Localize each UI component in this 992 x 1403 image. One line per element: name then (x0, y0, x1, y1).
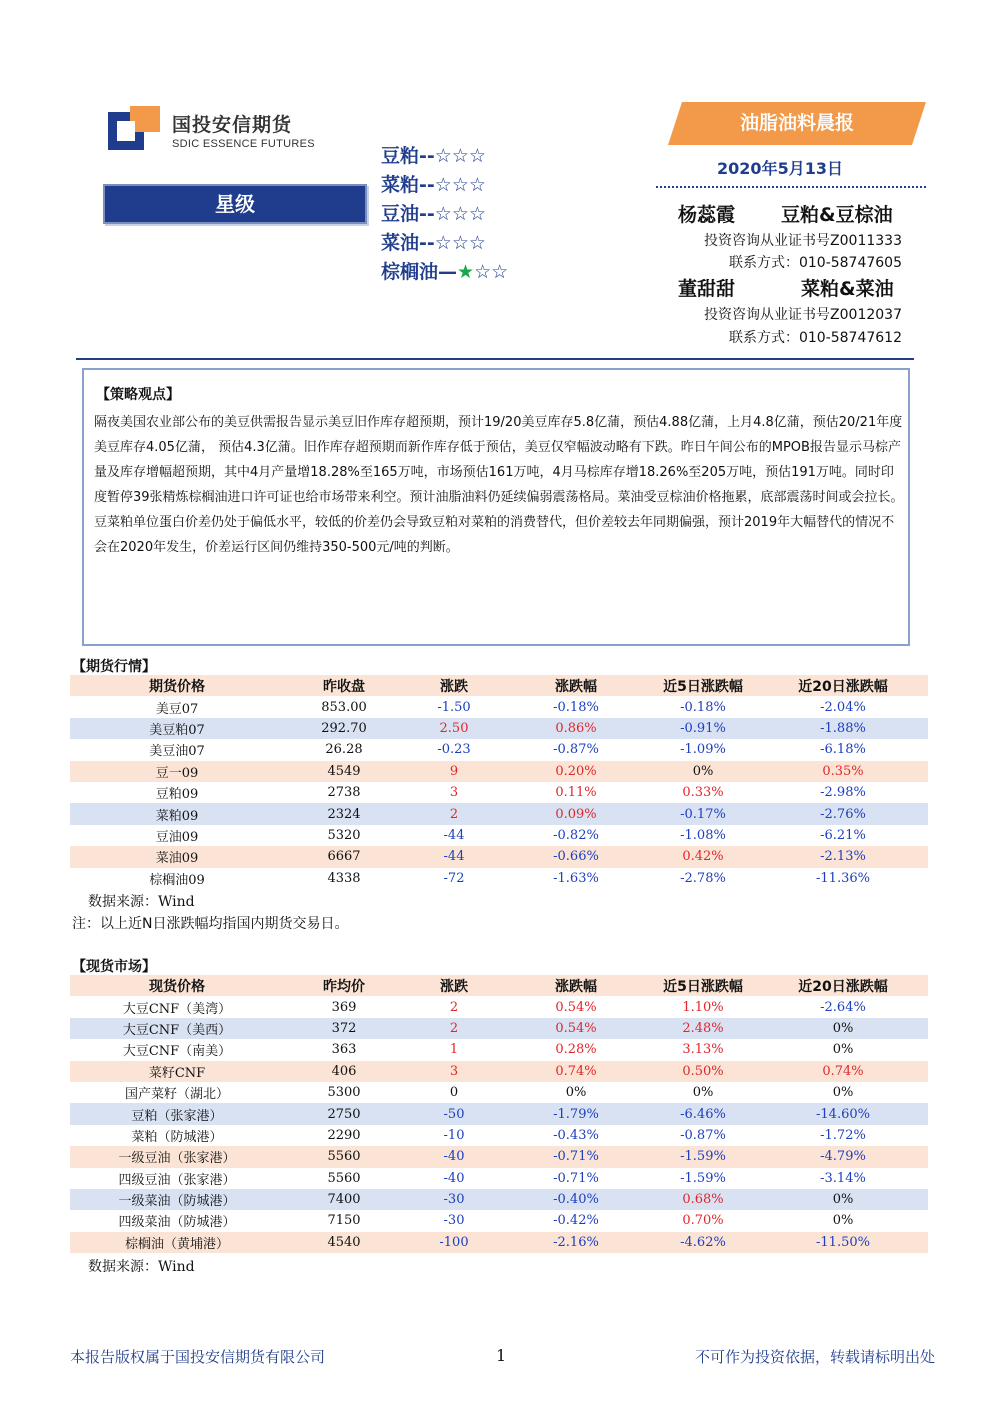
table-cell: 0% (692, 763, 714, 779)
table-cell: -1.50 (437, 699, 471, 715)
table-cell: -0.17% (680, 806, 726, 822)
analyst-license: 投资咨询从业证书号Z0012037 (704, 307, 902, 323)
table-cell: 豆一09 (155, 765, 199, 781)
table-cell: -2.76% (820, 806, 866, 822)
star-filled-icon: ★ (457, 261, 475, 283)
table-cell: -0.43% (553, 1127, 599, 1143)
table-cell: 0.09% (555, 806, 597, 822)
table-cell: 0% (692, 1085, 714, 1101)
table-cell: 2 (449, 806, 459, 822)
table-row (70, 1039, 928, 1060)
futures-table (70, 675, 928, 889)
table-cell: 2 (449, 999, 459, 1015)
table-row (70, 1103, 928, 1124)
table-cell: 棕榈油09 (149, 872, 205, 888)
rating-label: 星级 (103, 184, 367, 224)
table-cell: -0.42% (553, 1213, 599, 1229)
table-cell: 0% (832, 1085, 854, 1101)
table-cell: -0.66% (553, 849, 599, 865)
rating-soymeal (381, 142, 581, 171)
table-cell: -0.91% (680, 720, 726, 736)
table-row (70, 1210, 928, 1231)
table-row (70, 1189, 928, 1210)
analyst-contact: 联系方式：010-58747612 (728, 330, 902, 346)
table-cell: 一级菜油（防城港） (118, 1194, 236, 1210)
table-cell: -1.72% (820, 1127, 866, 1143)
logo-mark-icon (106, 106, 162, 152)
table-cell: -0.87% (680, 1127, 726, 1143)
table-cell: 美豆油07 (149, 744, 205, 760)
table-cell: 0.74% (555, 1063, 597, 1079)
table-cell: -6.46% (680, 1106, 726, 1122)
column-header: 近20日涨跌幅 (758, 675, 928, 696)
table-cell: 3.13% (682, 1042, 724, 1058)
table-cell: 大豆CNF（美西） (122, 1022, 232, 1038)
table-cell: 0.20% (555, 763, 597, 779)
table-cell: 2 (449, 1020, 459, 1036)
analyst-coverage: 菜粕&菜油 (801, 278, 894, 300)
dotted-divider (656, 186, 926, 188)
rating-name: 豆油-- (381, 203, 435, 225)
table-cell: -1.08% (680, 827, 726, 843)
spot-source: 数据来源：Wind (88, 1259, 195, 1275)
table-cell: -2.16% (553, 1234, 599, 1250)
table-cell: 5560 (327, 1170, 361, 1186)
table-cell: 0 (449, 1085, 459, 1101)
star-empty-icon: ☆☆ (474, 261, 509, 283)
rating-name: 豆粕-- (381, 145, 435, 167)
table-cell: 大豆CNF（南美） (122, 1044, 232, 1060)
table-cell: -2.64% (820, 999, 866, 1015)
table-cell: 0.11% (555, 785, 597, 801)
table-row (70, 846, 928, 867)
table-cell: 3 (449, 1063, 459, 1079)
table-cell: -44 (443, 827, 465, 843)
table-cell: -1.59% (680, 1149, 726, 1165)
table-cell: -1.59% (680, 1170, 726, 1186)
table-cell: 2290 (327, 1127, 361, 1143)
spot-table (70, 975, 928, 1253)
table-cell: -0.18% (680, 699, 726, 715)
analyst-license: 投资咨询从业证书号Z0011333 (704, 233, 902, 249)
table-cell: 0% (832, 1042, 854, 1058)
star-empty-icon: ☆☆☆ (434, 203, 486, 225)
table-cell: 1 (449, 1042, 459, 1058)
column-header: 涨跌幅 (504, 975, 648, 996)
table-cell: -1.09% (680, 742, 726, 758)
star-empty-icon: ☆☆☆ (434, 232, 486, 254)
rating-rapemeal (381, 171, 581, 200)
spot-section-title: 【现货市场】 (72, 959, 156, 975)
table-row (70, 1082, 928, 1103)
table-cell: 菜油09 (155, 851, 199, 867)
analyst-name: 杨蕊霞 (678, 204, 736, 226)
table-cell: 4338 (327, 870, 361, 886)
table-cell: -100 (439, 1234, 469, 1250)
analyst-coverage: 豆粕&豆棕油 (781, 204, 893, 226)
table-cell: 372 (331, 1020, 357, 1036)
column-header: 昨均价 (284, 975, 404, 996)
table-cell: 9 (449, 763, 459, 779)
table-cell: -14.60% (816, 1106, 870, 1122)
table-cell: 0.28% (555, 1042, 597, 1058)
rating-soyoil (381, 200, 581, 229)
table-cell: 26.28 (325, 742, 363, 758)
table-cell: -10 (443, 1127, 465, 1143)
table-cell: -11.50% (816, 1234, 870, 1250)
table-cell: 美豆粕07 (149, 722, 205, 738)
column-header: 昨收盘 (284, 675, 404, 696)
table-cell: 豆粕（张家港） (131, 1108, 223, 1124)
table-cell: 菜粕（防城港） (131, 1129, 223, 1145)
rating-name: 棕榈油— (381, 261, 458, 283)
table-cell: -40 (443, 1170, 465, 1186)
table-cell: -0.71% (553, 1149, 599, 1165)
table-cell: 0.54% (555, 999, 597, 1015)
table-cell: 0% (565, 1085, 587, 1101)
table-cell: -3.14% (820, 1170, 866, 1186)
rating-palmoil (381, 258, 581, 287)
table-row (70, 696, 928, 717)
table-cell: -0.18% (553, 699, 599, 715)
table-cell: 国产菜籽（湖北） (124, 1087, 229, 1103)
table-cell: 棕榈油（黄埔港） (124, 1236, 229, 1252)
table-row (70, 1018, 928, 1039)
table-cell: -11.36% (816, 870, 870, 886)
table-cell: 四级菜油（防城港） (118, 1215, 236, 1231)
star-empty-icon: ☆☆☆ (434, 145, 486, 167)
futures-note: 注：以上近N日涨跌幅均指国内期货交易日。 (72, 916, 349, 932)
report-banner (668, 102, 926, 145)
futures-source: 数据来源：Wind (88, 894, 195, 910)
table-row (70, 1061, 928, 1082)
table-cell: -4.79% (820, 1149, 866, 1165)
table-cell: 0.86% (555, 720, 597, 736)
table-cell: -2.98% (820, 785, 866, 801)
column-header: 涨跌 (404, 675, 504, 696)
footer-disclaimer: 不可作为投资依据，转载请标明出处 (694, 1348, 935, 1366)
table-cell: 3 (449, 785, 459, 801)
table-cell: 4540 (327, 1234, 361, 1250)
table-row (70, 1168, 928, 1189)
table-cell: -4.62% (680, 1234, 726, 1250)
table-cell: 7400 (327, 1192, 361, 1208)
table-cell: 0.74% (822, 1063, 864, 1079)
strategy-box (82, 368, 910, 646)
table-row (70, 1146, 928, 1167)
analyst-1 (678, 200, 908, 227)
company-logo (106, 102, 336, 152)
table-cell: 0.33% (682, 785, 724, 801)
column-header: 近20日涨跌幅 (758, 975, 928, 996)
table-cell: -30 (443, 1213, 465, 1229)
table-row (70, 868, 928, 889)
table-cell: -6.18% (820, 742, 866, 758)
column-header: 涨跌 (404, 975, 504, 996)
logo-en-text: SDIC ESSENCE FUTURES (172, 138, 315, 150)
table-cell: -0.82% (553, 827, 599, 843)
table-cell: 5560 (327, 1149, 361, 1165)
logo-cn-text: 国投安信期货 (172, 114, 293, 136)
table-cell: 5300 (327, 1085, 361, 1101)
column-header: 近5日涨跌幅 (648, 675, 758, 696)
rating-name: 菜油-- (381, 232, 435, 254)
analyst-2 (678, 274, 908, 301)
table-cell: -0.71% (553, 1170, 599, 1186)
table-cell: 0.35% (822, 763, 864, 779)
table-cell: 菜粕09 (155, 808, 199, 824)
table-cell: 363 (331, 1042, 357, 1058)
table-row (70, 1125, 928, 1146)
table-cell: -0.87% (553, 742, 599, 758)
column-header: 涨跌幅 (504, 675, 648, 696)
table-row (70, 761, 928, 782)
table-cell: 5320 (327, 827, 361, 843)
ratings-list (381, 142, 581, 287)
table-header-row (70, 975, 928, 996)
table-cell: 四级豆油（张家港） (118, 1172, 236, 1188)
star-empty-icon: ☆☆☆ (434, 174, 486, 196)
table-cell: 豆油09 (155, 829, 199, 845)
footer-copyright: 本报告版权属于国投安信期货有限公司 (70, 1348, 326, 1366)
table-cell: 406 (331, 1063, 357, 1079)
column-header: 期货价格 (70, 675, 284, 696)
table-cell: 豆粕09 (155, 787, 199, 803)
table-cell: 0.50% (682, 1063, 724, 1079)
table-cell: 菜籽CNF (148, 1065, 206, 1081)
rating-rapeoil (381, 229, 581, 258)
table-cell: -2.04% (820, 699, 866, 715)
table-cell: 0% (832, 1192, 854, 1208)
table-cell: 0% (832, 1213, 854, 1229)
table-cell: 0.70% (682, 1213, 724, 1229)
table-cell: -44 (443, 849, 465, 865)
table-cell: -30 (443, 1192, 465, 1208)
table-cell: -0.23 (437, 742, 471, 758)
table-cell: 4549 (327, 763, 361, 779)
table-cell: -72 (443, 870, 465, 886)
table-cell: 大豆CNF（美湾） (122, 1001, 232, 1017)
table-cell: 2738 (327, 785, 361, 801)
table-header-row (70, 675, 928, 696)
page-number: 1 (496, 1346, 507, 1365)
table-cell: 2.48% (682, 1020, 724, 1036)
column-header: 近5日涨跌幅 (648, 975, 758, 996)
table-cell: -2.78% (680, 870, 726, 886)
header-divider (76, 358, 914, 360)
table-cell: 369 (331, 999, 357, 1015)
table-row (70, 825, 928, 846)
strategy-body: 隔夜美国农业部公布的美豆供需报告显示美豆旧作库存超预期，预计19/20美豆库存5.8亿蒲，预估4.88亿蒲，上月4.8亿蒲，预估20/21年度美豆库存4.05亿蒲， 预估4.3亿蒲。旧作库存超预期而新作库存低于预估，美豆仅窄幅波动略有下跌。昨日午间公布的MPOB报告显示马棕产量及库存增幅超预期，其中4月产量增18.28%至165万吨，市场预估161万吨，4月马棕库存增18.26%至205万吨，预估191万吨。同时印度暂停39张精炼棕榈油进口许可证也给市场带来利空。预计油脂油料仍延续偏弱震荡格局。菜油受豆棕油价格拖累，底部震荡时间或会拉长。豆菜粕单位蛋白价差仍处于偏低水平，较低的价差仍会导致豆粕对菜粕的消费替代，但价差较去年同期偏强，预计2019年大幅替代的情况不会在2020年发生，价差运行区间仍维持350-500元/吨的判断。 (94, 415, 904, 555)
table-cell: -2.13% (820, 849, 866, 865)
table-cell: 7150 (327, 1213, 361, 1229)
futures-section-title: 【期货行情】 (72, 659, 156, 675)
table-cell: -6.21% (820, 827, 866, 843)
table-cell: 一级豆油（张家港） (118, 1151, 236, 1167)
banner-title: 油脂油料晨报 (739, 112, 854, 134)
table-cell: 6667 (327, 849, 361, 865)
table-cell: -1.88% (820, 720, 866, 736)
table-row (70, 739, 928, 760)
analyst-contact: 联系方式：010-58747605 (728, 255, 902, 271)
report-date: 2020年5月13日 (717, 159, 843, 178)
table-cell: 0.68% (682, 1192, 724, 1208)
table-cell: 0% (832, 1020, 854, 1036)
table-row (70, 803, 928, 824)
table-cell: 2.50 (439, 720, 469, 736)
table-row (70, 996, 928, 1017)
table-cell: 292.70 (321, 720, 367, 736)
table-cell: -40 (443, 1149, 465, 1165)
table-cell: 2324 (327, 806, 361, 822)
table-cell: -1.63% (553, 870, 599, 886)
analyst-name: 董甜甜 (678, 278, 736, 300)
table-cell: -1.79% (553, 1106, 599, 1122)
strategy-title: 【策略观点】 (96, 387, 180, 403)
table-cell: 2750 (327, 1106, 361, 1122)
table-cell: 853.00 (321, 699, 367, 715)
rating-name: 菜粕-- (381, 174, 435, 196)
table-row (70, 782, 928, 803)
table-cell: 1.10% (682, 999, 724, 1015)
table-cell: -0.40% (553, 1192, 599, 1208)
table-row (70, 718, 928, 739)
table-cell: 美豆07 (155, 701, 199, 717)
column-header: 现货价格 (70, 975, 284, 996)
table-row (70, 1232, 928, 1253)
table-cell: 0.42% (682, 849, 724, 865)
table-cell: -50 (443, 1106, 465, 1122)
table-cell: 0.54% (555, 1020, 597, 1036)
